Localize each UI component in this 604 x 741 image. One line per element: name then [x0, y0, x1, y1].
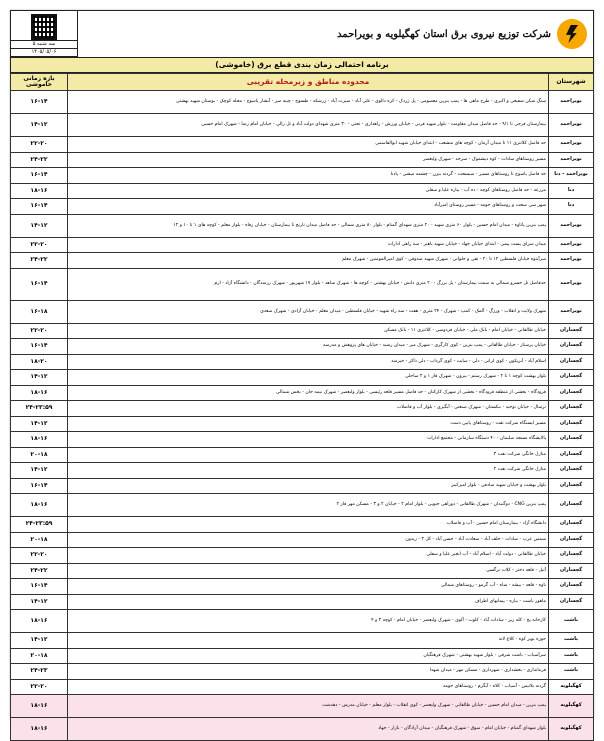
table-row — [11, 253, 594, 269]
city-cell: باشت — [549, 633, 594, 649]
time-cell: ۲۰-۱۸ — [11, 532, 68, 548]
table-row — [11, 548, 594, 564]
time-cell: ۱۴-۱۲ — [11, 416, 68, 432]
time-cell: ۲۲-۲۰ — [11, 548, 68, 564]
city-cell: دنا — [549, 199, 594, 215]
areas-cell: شهر سی سخت و روستاهای حومه - مسیر روستای امیرآباد — [68, 199, 549, 215]
city-cell: گچساران — [549, 401, 594, 417]
time-cell: ۱۶-۱۴ — [11, 91, 68, 114]
table-header-row — [11, 74, 594, 91]
areas-cell: خیابان پرستار - خیابان طالقانی - پمپ بنزین - کوی کارگری - شهرک میر - میدان رشید - خیابان های پژوهش و مدرسه — [68, 339, 549, 355]
city-cell: باشت — [549, 664, 594, 680]
city-cell: گچساران — [549, 563, 594, 579]
areas-cell: بلوار بهشت و خیابان شهید صادقی - بلوار امیرکبیر — [68, 478, 549, 494]
areas-cell: مسیر ایستگاه شرکت نفت - روستاهای پایین دست — [68, 416, 549, 432]
city-cell: بویراحمد — [549, 253, 594, 269]
outage-table — [10, 73, 594, 741]
time-cell: ۲۴-۲۲ — [11, 563, 68, 579]
areas-cell: سنگ شکن شفیعی و اکبری - طرح ماهی ها - پمپ بنزین معصومی - پل زردک - کره دالوی - علی آباد - سیرت آباد - زرشکه - طسوج - چینه سر - آبشار یاسوج - محله کوچک - بوستان شهید بهشتی — [68, 91, 549, 114]
areas-cell: سرآسیاب - باشت شرقی - بلوار شهید بهشتی - شهرک فرهنگیان — [68, 648, 549, 664]
time-cell: ۱۴-۱۲ — [11, 633, 68, 649]
city-cell: گچساران — [549, 416, 594, 432]
areas-cell: منازل خانگی شرکت نفت ۲ — [68, 463, 549, 479]
areas-cell: خیابان طالقانی - دولت آباد - اسلام آباد - آب انجیر علیا و سفلی — [68, 548, 549, 564]
time-cell: ۱۶-۱۴ — [11, 268, 68, 300]
time-cell: ۲۴-۲۳:۵۹ — [11, 401, 68, 417]
areas-cell: خیابان طالقانی - خیابان امام - بانک ملی - خیابان فردوسی - کلانتری ۱۱ - بانک مسکن — [68, 323, 549, 339]
city-cell: بویراحمد — [549, 114, 594, 137]
table-row — [11, 679, 594, 695]
table-row — [11, 478, 594, 494]
areas-cell: ماهور باشت - بیاره - پیمانهای اطراف — [68, 594, 549, 610]
col-city: شهرستان — [549, 74, 594, 91]
table-row — [11, 199, 594, 215]
city-cell: گچساران — [549, 532, 594, 548]
city-cell: گچساران — [549, 494, 594, 517]
areas-cell: کارخانه یخ - کله ریز - سادات آباد - کلوت - آلوی - شهرک ولیعصر - خیابان امام - کوچه ۳ و ۴ — [68, 610, 549, 633]
time-cell: ۱۸-۲۰ — [11, 354, 68, 370]
areas-cell: مزرعه - حد فاصل روستاهای کوچه - ده آب - بیاره علیا و سفلی — [68, 183, 549, 199]
areas-cell: فرودگاه - بخشی از منطقه فرودگاه - بخشی از شهرک کارکنان - حد فاصل مسیر قلعه رئیسی - بلوار ولیعصر - شهرک نیمه جان - بخش شمالی — [68, 385, 549, 401]
col-time: بازه زمانی خاموشی — [11, 74, 68, 91]
table-row — [11, 610, 594, 633]
table-row — [11, 268, 594, 300]
company-name: شرکت توزیع نیروی برق استان کهگیلویه و بویراحمد — [337, 28, 551, 40]
city-cell: بویراحمد — [549, 268, 594, 300]
table-row — [11, 214, 594, 237]
areas-cell: فرمانداری - بخشداری - شهرداری - مسکن مهر - میدان شهدا — [68, 664, 549, 680]
areas-cell: حد فاصل یاسوج تا روستاهای مسیر - سیسخت - گردنه بیژن - چشمه میشی - پادنا — [68, 168, 549, 184]
time-cell: ۱۴-۱۲ — [11, 214, 68, 237]
city-cell: گچساران — [549, 432, 594, 448]
table-row — [11, 432, 594, 448]
areas-cell: پالایشگاه مسجد سلیمان - ۴۰ دستگاه سازمانی - مجتمع ادارات — [68, 432, 549, 448]
city-cell: گچساران — [549, 323, 594, 339]
time-cell: ۱۸-۱۶ — [11, 718, 68, 741]
areas-cell: منازل خانگی شرکت نفت ۳ — [68, 447, 549, 463]
table-row — [11, 463, 594, 479]
city-cell: بویراحمد — [549, 152, 594, 168]
city-cell: گچساران — [549, 463, 594, 479]
areas-cell: حوزه بویر کوه - کلاغ لانه — [68, 633, 549, 649]
table-row — [11, 168, 594, 184]
table-row — [11, 416, 594, 432]
time-cell: ۱۸-۱۶ — [11, 494, 68, 517]
table-row — [11, 114, 594, 137]
areas-cell: پمپ بنزین - میدان امام حسین - خیابان طالقانی - شهرک ولیعصر - کوی انقلاب - بلوار معلم - خیابان مدرس - دهدشت — [68, 695, 549, 718]
city-cell: گچساران — [549, 385, 594, 401]
table-row — [11, 517, 594, 533]
time-cell: ۱۴-۱۲ — [11, 370, 68, 386]
table-row — [11, 532, 594, 548]
table-row — [11, 339, 594, 355]
areas-cell: بلوار شهدای گمنام - خیابان امام - سوق - شهرک فرهنگیان - میدان آزادگان - بازار - جهاد — [68, 718, 549, 741]
table-row — [11, 300, 594, 323]
areas-cell: دانشگاه آزاد - بیمارستان امام حسین - آب و فاضلاب — [68, 517, 549, 533]
city-cell: گچساران — [549, 354, 594, 370]
table-row — [11, 563, 594, 579]
areas-cell: اسلام آباد - آبریکون - کوی لرانی - دلی - سایت - کوی گرداب - دلی ذاکر - خیرمند — [68, 354, 549, 370]
time-cell: ۲۰-۱۸ — [11, 447, 68, 463]
table-row — [11, 385, 594, 401]
time-cell: ۱۶-۱۴ — [11, 579, 68, 595]
city-cell: بویراحمد — [549, 137, 594, 153]
table-row — [11, 323, 594, 339]
time-cell: ۱۸-۱۶ — [11, 183, 68, 199]
table-row — [11, 664, 594, 680]
city-cell: بویراحمد - دنا — [549, 168, 594, 184]
time-cell: ۱۴-۱۲ — [11, 114, 68, 137]
table-row — [11, 633, 594, 649]
areas-cell: شهرک ولایت و انقلاب - ورزگ - آلمک - کمپ - شهرک - ۲۴ متری - هفت - سه راه شهید - خیابان فلسطین - میدان معلم - خیابان آزادی - شهرک سعدی — [68, 300, 549, 323]
table-row — [11, 354, 594, 370]
time-cell: ۱۶-۱۴ — [11, 168, 68, 184]
city-cell: گچساران — [549, 447, 594, 463]
time-cell: ۲۲-۲۰ — [11, 323, 68, 339]
col-areas: محدوده مناطق و زیرمحله تقریبی — [68, 74, 549, 91]
time-cell: ۱۸-۱۶ — [11, 610, 68, 633]
city-cell: گچساران — [549, 339, 594, 355]
date-box — [11, 40, 77, 57]
qr-block — [11, 11, 78, 57]
time-cell: ۱۸-۱۶ — [11, 385, 68, 401]
time-cell: ۱۴-۱۲ — [11, 463, 68, 479]
table-row — [11, 594, 594, 610]
header-center — [78, 11, 593, 57]
areas-cell: پمپ بنزین CNG - دوگنبدان - شهرک طالقانی - دوراهی جنوبی - بلوار امام ۲ - خیابان ۲ و ۳ - مسکن مهر فاز ۲ — [68, 494, 549, 517]
city-cell: باشت — [549, 648, 594, 664]
table-row — [11, 648, 594, 664]
city-cell: دنا — [549, 183, 594, 199]
document-header — [10, 10, 594, 57]
time-cell: ۲۰-۱۸ — [11, 648, 68, 664]
time-cell: ۲۴-۲۳:۵۹ — [11, 517, 68, 533]
city-cell: باشت — [549, 610, 594, 633]
qr-code-icon — [31, 14, 57, 40]
program-title: برنامه احتمالی زمان بندی قطع برق (خاموشی) — [10, 57, 594, 73]
time-cell: ۲۲-۲۰ — [11, 137, 68, 153]
city-cell: بویراحمد — [549, 214, 594, 237]
city-cell: گچساران — [549, 370, 594, 386]
city-cell: بویراحمد — [549, 237, 594, 253]
table-row — [11, 447, 594, 463]
table-row — [11, 370, 594, 386]
city-cell: بویراحمد — [549, 91, 594, 114]
areas-cell: مسیر روستاهای سادات - کوه دیشموک - سرحد - شهرک ولیعصر — [68, 152, 549, 168]
time-cell: ۲۴-۲۲ — [11, 253, 68, 269]
date-label: ۱۴۰۵/۰۵/۰۶ — [11, 49, 77, 57]
company-logo-icon — [557, 19, 587, 49]
table-row — [11, 183, 594, 199]
time-cell: ۱۶-۱۴ — [11, 339, 68, 355]
areas-cell: بیمارستان فرجی تا ۹/۱ - حد فاصل میدان مقاومت - بلوار شهید قرنی - خیابان ورزش - راهداری - تختی - ۳۰ متری شهدای دولت آباد و تل زالی - خیابان امام رضا - شهرک امام حسین — [68, 114, 549, 137]
areas-cell: حدفاصل تل خسرو شمالی به سمت بیمارستان - پل بزرگ - ۲۰ متری دانش - خیابان بهشتی - کوچه ها - شهرک شاهد - بلوار ۱۷ شهریور - شهرک رزمندگان - دانشگاه آزاد - ارم — [68, 268, 549, 300]
areas-cell: شمس عرب - سادات - خلف آباد - سعادت آباد - حسن آباد - کل ۳ - زیدون — [68, 532, 549, 548]
table-row — [11, 137, 594, 153]
table-row — [11, 695, 594, 718]
table-row — [11, 579, 594, 595]
city-cell: کهگیلویه — [549, 679, 594, 695]
time-cell: ۱۶-۱۴ — [11, 199, 68, 215]
table-row — [11, 494, 594, 517]
areas-cell: بلوار بهشت کوچه ۱ تا ۲ - شهرک رستم - بیرون - شهرک فاز ۱ و ۲ ساحلی — [68, 370, 549, 386]
areas-cell: گردنه بلاتیس - آسیاب - کلاه - آبگرم - روستاهای حومه — [68, 679, 549, 695]
time-cell: ۱۴-۱۲ — [11, 594, 68, 610]
city-cell: گچساران — [549, 548, 594, 564]
city-cell: کهگیلویه — [549, 695, 594, 718]
city-cell: کهگیلویه — [549, 718, 594, 741]
table-row — [11, 237, 594, 253]
city-cell: گچساران — [549, 478, 594, 494]
areas-cell: آتیل - قلعه دختر - کلات نرگسی — [68, 563, 549, 579]
city-cell: بویراحمد — [549, 300, 594, 323]
areas-cell: سرآبتوه خیابان فلسطین ۱۲ تا ۲۰ - تقی و حلوانی - شهرک شهید صدوقی - کوی امیرالمومنین - شهرک معلم — [68, 253, 549, 269]
city-cell: گچساران — [549, 517, 594, 533]
areas-cell: ناوه - قلعه - بیشه - شاه - آب گرمو - روستاهای شمالی — [68, 579, 549, 595]
schedule-sheet — [10, 10, 594, 733]
time-cell: ۱۶-۱۸ — [11, 300, 68, 323]
city-cell: گچساران — [549, 579, 594, 595]
table-row — [11, 91, 594, 114]
areas-cell: میدان سرای پست پیمی - ابتدای خیابان جهاد - خیابان شهید باهنر - سه راهی ادارات — [68, 237, 549, 253]
time-cell: ۲۲-۲۰ — [11, 679, 68, 695]
time-cell: ۱۸-۱۶ — [11, 695, 68, 718]
time-cell: ۲۴-۲۳ — [11, 664, 68, 680]
table-row — [11, 718, 594, 741]
table-body — [11, 91, 594, 741]
time-cell: ۱۶-۱۴ — [11, 478, 68, 494]
time-cell: ۲۴-۲۲ — [11, 152, 68, 168]
table-row — [11, 152, 594, 168]
areas-cell: پمپ بنزین پاتاوه - میدان امام حسین - بلوار ۶۰ متری شهید - ۲۰ متری شهدای گمنام - بلوار ۸۰ متری شمالی - حد فاصل میدان نارنج تا بیمارستان - خیابان رفاه - بلوار معلم - کوچه های ۱ تا ۱۰ و ۱۲ — [68, 214, 549, 237]
time-cell: ۲۲-۲۰ — [11, 237, 68, 253]
areas-cell: نرسال - خیابان توحید - بنکستان - شهرک صنعتی - آبگیری - بلوار آب و فاضلاب — [68, 401, 549, 417]
city-cell: گچساران — [549, 594, 594, 610]
areas-cell: حد فاصل کلانتری ۱۱ تا میدان آرمان - کوچه های منشعب - ابتدای خیابان شهید ابوالقاسمی — [68, 137, 549, 153]
table-row — [11, 401, 594, 417]
time-cell: ۱۸-۱۶ — [11, 432, 68, 448]
day-label: سه شنبه ۵ — [11, 41, 77, 49]
